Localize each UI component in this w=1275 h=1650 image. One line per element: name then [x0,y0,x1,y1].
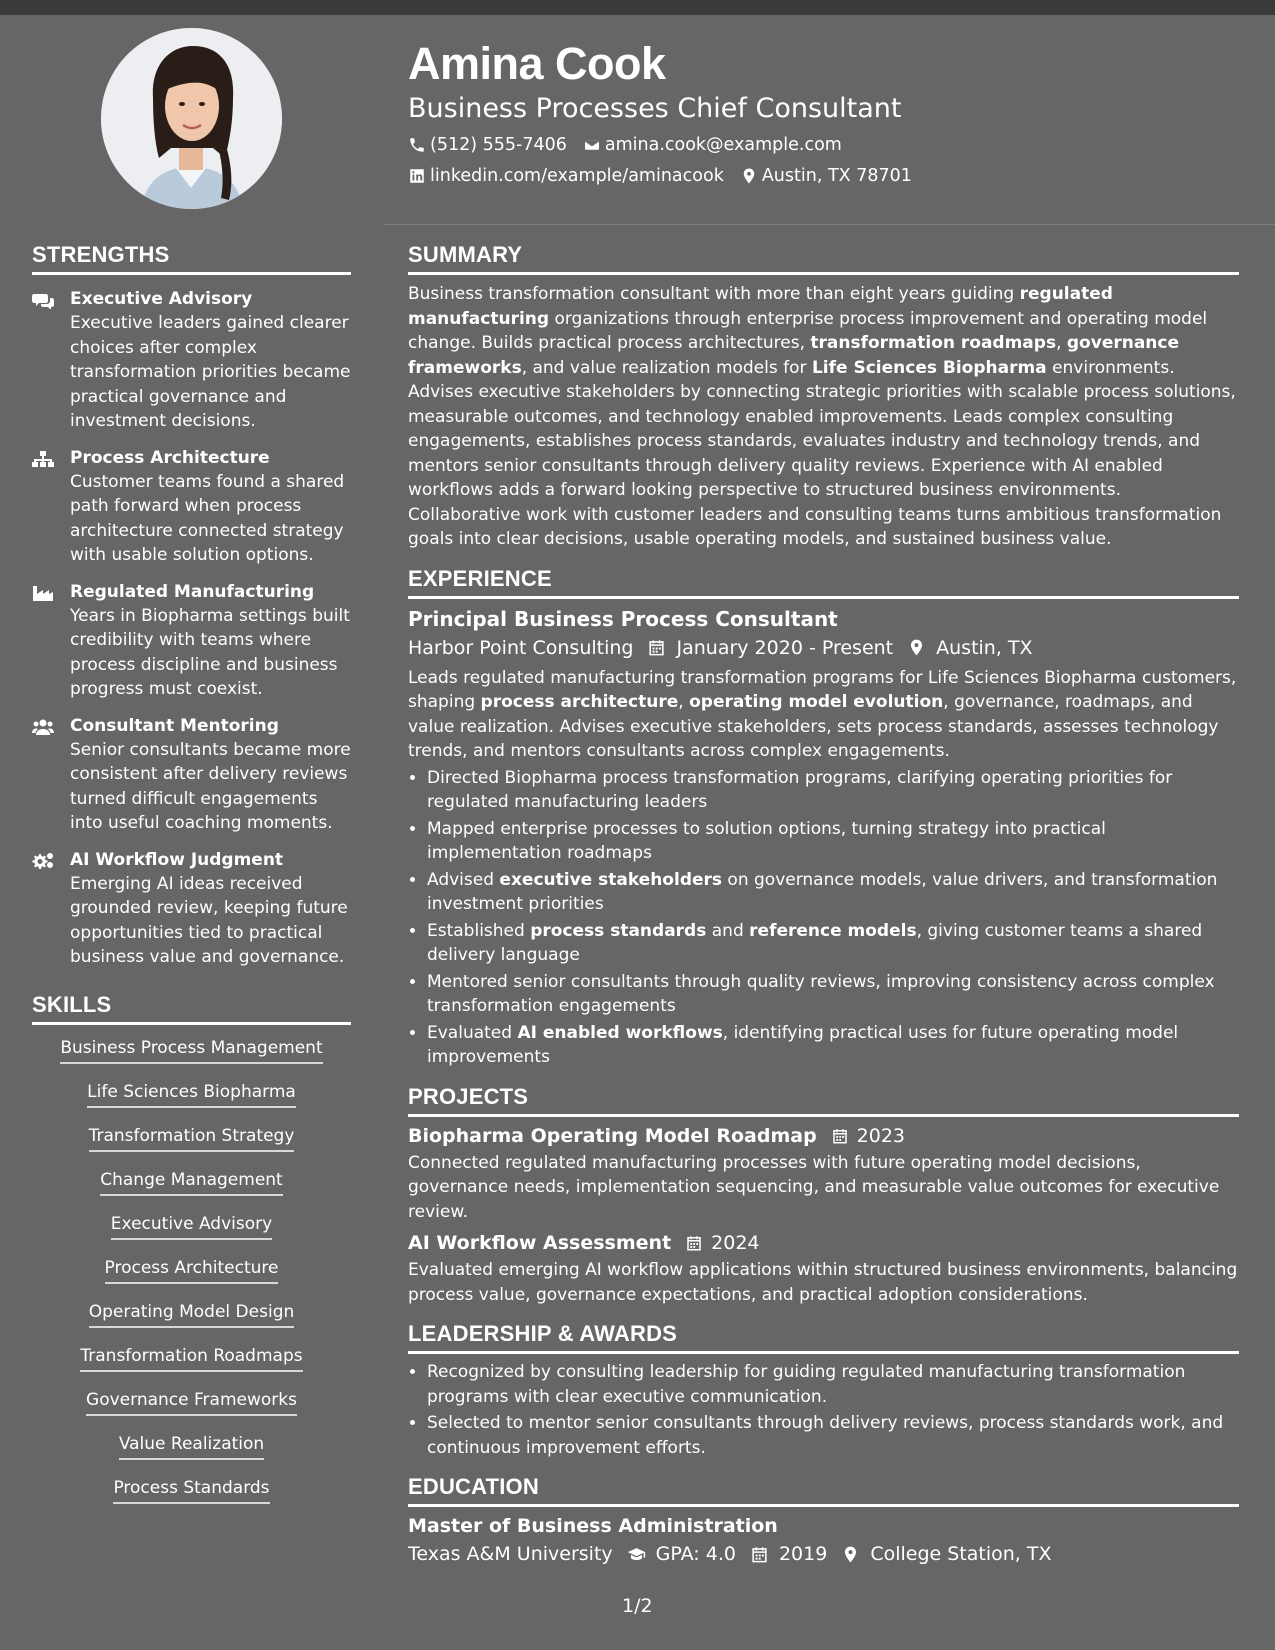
calendar-icon [750,1545,769,1564]
skill-row [32,1257,351,1301]
sidebar [32,242,351,1521]
summary-heading: SUMMARY [408,242,1239,275]
projects-list [408,1125,1239,1308]
candidate-name: Amina Cook [408,38,666,89]
text-run: , [678,692,690,712]
project-header [408,1232,1239,1254]
strength-icon-wrap [32,446,70,568]
education-year [750,1543,827,1565]
calendar-icon [831,1127,849,1145]
skill-tag: Executive Advisory [111,1213,272,1240]
text-run: Mentored senior consultants through quality reviews, improving consistency across complex transformation engagements [427,971,1215,1016]
bold-phrase: governance frameworks [408,333,1180,378]
header-divider [383,224,1275,225]
job-dates [647,637,893,659]
text-run: organizations through enterprise process improvement and operating model change. Builds practical process architectures, [408,308,1208,353]
strength-text: Customer teams found a shared path forward when process architecture connected strategy with usable solution options. [70,471,345,565]
bold-phrase: process standards [530,920,707,941]
text-run: Established [427,920,531,941]
map-marker-icon [907,638,926,657]
job-meta [408,637,1239,659]
bold-phrase: process architecture [480,692,679,712]
phone-text[interactable]: (512) 555-7406 [430,135,567,155]
text-run: , identifying practical uses for future operating model improvements [427,1022,1179,1067]
strength-title: Consultant Mentoring [70,715,279,736]
skill-row [32,1345,351,1389]
strength-icon-wrap [32,580,70,702]
contact-row-2 [408,166,928,186]
education-section [408,1474,1239,1565]
project-year [831,1125,905,1147]
experience-heading: EXPERIENCE [408,566,1239,599]
text-run: , and value realization models for [521,357,812,378]
text-run: on governance models, value drivers, and transformation investment priorities [427,869,1218,914]
phone-icon [408,136,426,154]
project-year-text: 2024 [711,1232,760,1254]
company-name: Harbor Point Consulting [408,636,634,659]
bold-phrase: reference models [749,920,917,941]
job-dates-text: January 2020 - Present [676,636,894,659]
project-description: Connected regulated manufacturing processes with future operating model decisions, governance needs, implementation sequencing, and measurable value outcomes for executive review. [408,1152,1220,1222]
graduation-cap-icon [627,1545,646,1564]
experience-section [408,566,1239,1070]
strength-title: Executive Advisory [70,289,253,309]
gpa-text: GPA: 4.0 [655,1543,736,1565]
text-run: , [1056,333,1067,353]
job-bullets [408,766,1239,1070]
project-header [408,1125,1239,1147]
strength-item [32,714,351,836]
strength-title: AI Workflow Judgment [70,849,284,870]
summary-text [408,282,1239,552]
bold-phrase: Life Sciences Biopharma [811,357,1047,378]
strength-icon-wrap [32,714,70,836]
comments-icon [32,291,54,309]
project-year-text: 2023 [856,1124,906,1147]
skills-heading: SKILLS [32,992,351,1025]
text-run: Directed Biopharma process transformation programs, clarifying operating priorities for regulated manufacturing leaders [427,767,1173,812]
email-text[interactable]: amina.cook@example.com [604,135,842,155]
gpa [627,1543,736,1565]
page-indicator: 1/2 [622,1595,653,1617]
bold-phrase: AI enabled workflows [517,1022,723,1043]
strength-title: Regulated Manufacturing [70,581,315,602]
experience-bullet [427,817,1239,866]
education-meta [408,1543,1239,1565]
skill-tag: Change Management [100,1169,282,1196]
strength-body [70,580,351,702]
bold-phrase: regulated manufacturing [408,284,1113,329]
projects-heading: PROJECTS [408,1084,1239,1117]
strength-body [70,287,351,434]
strength-title: Process Architecture [70,447,270,468]
skill-tag: Process Standards [113,1477,269,1504]
text-run: Business transformation consultant with more than eight years guiding [408,284,1020,304]
industry-icon [32,584,54,602]
text-run: , governance, roadmaps, and value realization. Advises executive stakeholders, sets process standards, assesses technology trends, and mentors consultants across complex engagements. [408,692,1219,761]
leadership-item: • Recognized by consulting leadership for guiding regulated manufacturing transformation programs with clear executive communication. [427,1360,1239,1409]
experience-bullet [427,766,1239,815]
users-icon [32,718,54,736]
text-run: , giving customer teams a shared delivery language [427,920,1203,965]
projects-section [408,1084,1239,1308]
bold-phrase: executive stakeholders [499,869,723,890]
skill-tag: Transformation Strategy [89,1125,295,1152]
leadership-list [408,1360,1239,1460]
job-title: Principal Business Process Consultant [408,606,838,631]
contact-row-1 [408,135,858,155]
job-intro [408,666,1239,764]
strength-body [70,446,351,568]
skill-row [32,1213,351,1257]
experience-bullet [427,919,1239,968]
skill-tag: Life Sciences Biopharma [87,1081,296,1108]
strength-item [32,580,351,702]
text-run: Evaluated [427,1022,518,1043]
calendar-icon [685,1234,703,1252]
strength-text: Executive leaders gained clearer choices after complex transformation priorities became practical governance and investment decisions. [70,313,351,431]
skill-row [32,1125,351,1169]
leadership-heading: LEADERSHIP & AWARDS [408,1321,1239,1354]
experience-bullet [427,1021,1239,1070]
strength-item [32,848,351,970]
strength-item [32,287,351,434]
project-description: Evaluated emerging AI workflow applications within structured business environments, balancing process value, governance expectations, and practical adoption considerations. [408,1260,1238,1305]
strength-text: Years in Biopharma settings built credibility with teams where process discipline and business progress must coexist. [70,605,350,699]
text-run: and [706,920,750,941]
skill-row [32,1081,351,1125]
strength-text: Senior consultants became more consistent after delivery reviews turned difficult engagements into useful coaching moments. [70,739,351,833]
envelope-icon [583,136,601,154]
strength-item [32,446,351,568]
project-name: AI Workflow Assessment [408,1232,672,1254]
email-contact [583,135,842,155]
profile-photo [101,28,282,209]
text-run: Leads regulated manufacturing transformation programs for Life Sciences Biopharma customers, shaping [408,667,1237,712]
location-contact [740,166,912,186]
skill-tag: Process Architecture [105,1257,279,1284]
strength-body [70,848,351,970]
cogs-icon [32,852,54,870]
leadership-item: • Selected to mentor senior consultants through delivery reviews, process standards work, and continuous improvement efforts. [427,1411,1239,1460]
skills-list [32,1037,351,1521]
linkedin-text[interactable]: linkedin.com/example/aminacook [430,166,724,186]
text-run: environments. Advises executive stakeholders by connecting strategic priorities with scalable process solutions, measurable outcomes, and technology enabled improvements. Leads complex consulting engagements, establishes process standards, evaluates industry and technology trends, and mentors senior consultants through delivery quality reviews. Experience with AI enabled workflows adds a forward looking perspective to structured business environments. Collaborative work with customer leaders and consulting teams turns ambitious transformation goals into clear decisions, usable operating models, and sustained business value. [408,357,1236,549]
education-heading: EDUCATION [408,1474,1239,1507]
main-content [408,242,1239,1565]
project-name: Biopharma Operating Model Roadmap [408,1124,817,1147]
skill-row [32,1433,351,1477]
skill-tag: Operating Model Design [89,1301,295,1328]
calendar-icon [647,638,666,657]
skill-row [32,1389,351,1433]
education-location [841,1543,1051,1565]
map-marker-icon [740,167,758,185]
school-name: Texas A&M University [408,1543,613,1565]
strength-text: Emerging AI ideas received grounded review, keeping future opportunities tied to practical business value and governance. [70,873,348,967]
skill-row [32,1037,351,1081]
strengths-list [32,287,351,970]
leadership-section [408,1321,1239,1460]
skill-row [32,1301,351,1345]
skill-tag: Governance Frameworks [86,1389,297,1416]
strength-icon-wrap [32,287,70,434]
location-text: Austin, TX 78701 [761,166,912,186]
map-marker-icon [841,1545,860,1564]
strength-body [70,714,351,836]
sitemap-icon [32,450,54,468]
skill-row [32,1169,351,1213]
strength-icon-wrap [32,848,70,970]
skill-tag: Business Process Management [60,1037,322,1064]
skill-row [32,1477,351,1521]
experience-bullet [427,868,1239,917]
bold-phrase: transformation roadmaps [810,333,1057,353]
phone-contact [408,135,567,155]
experience-bullet [427,970,1239,1019]
skill-tag: Value Realization [119,1433,264,1460]
skill-tag: Transformation Roadmaps [80,1345,302,1372]
text-run: Mapped enterprise processes to solution options, turning strategy into practical implementation roadmaps [427,818,1106,863]
strengths-heading: STRENGTHS [32,242,351,275]
education-year-text: 2019 [778,1543,828,1565]
top-bar [0,0,1275,15]
job-location [907,637,1032,659]
linkedin-icon [408,167,426,185]
degree: Master of Business Administration [408,1515,778,1537]
education-location-text: College Station, TX [870,1543,1052,1565]
text-run: Advised [427,869,500,890]
linkedin-contact [408,166,724,186]
job-location-text: Austin, TX [936,636,1033,659]
candidate-role: Business Processes Chief Consultant [408,93,902,124]
bold-phrase: operating model evolution [689,692,944,712]
project-year [685,1232,759,1254]
